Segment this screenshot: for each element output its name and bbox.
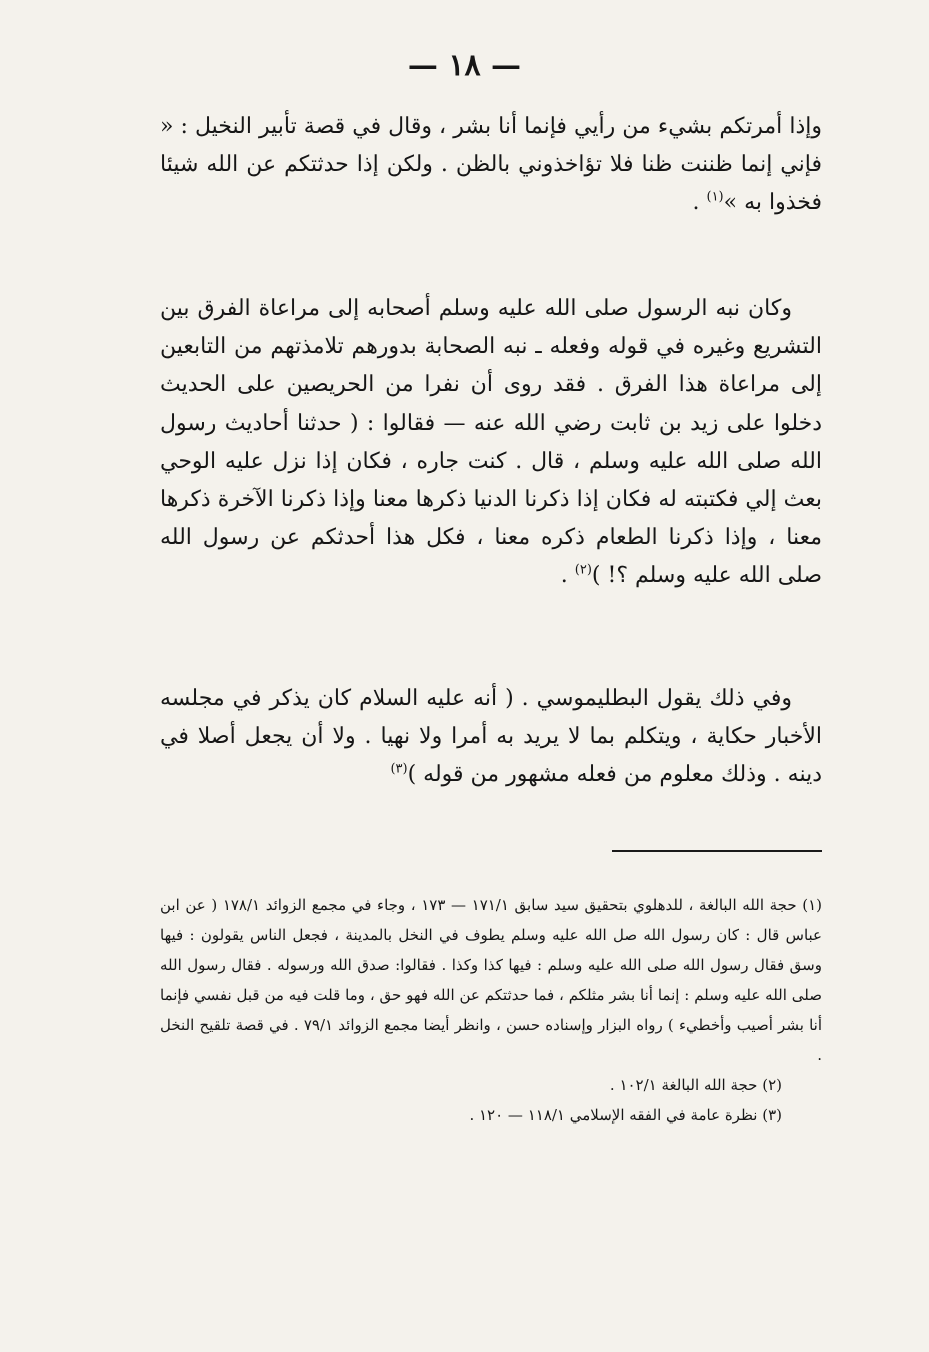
paragraph-1 <box>160 108 822 223</box>
paragraph-2 <box>160 290 822 596</box>
footnote-ref-1: (١) <box>706 190 724 206</box>
paragraph-1-tail: . <box>692 190 707 216</box>
paragraph-3 <box>160 680 822 795</box>
footnote-2: (٢) حجة الله البالغة ١٠٢/١ . <box>609 1076 782 1094</box>
footnote-1: (١) حجة الله البالغة ، للدهلوي بتحقيق سيد سابق ١٧١/١ — ١٧٣ ، وجاء في مجمع الزوائد ١٧٨/١ ( عن ابن عباس قال : كان رسول الله صل الله عليه وسلم يطوف في النخل بالمدينة ، فجعل الناس يقولون : فيها وسق فقال رسول الله صلى الله عليه وسلم : فيها كذا وكذا . فقالوا: صدق الله ورسوله . فقال رسول الله صلى الله عليه وسلم : إنما أنا بشر مثلكم ، فما حدثتكم عن الله فهو حق ، وما قلت فيه من قبل نفسي فإنما أنا بشر أصيب وأخطيء ) رواه البزار وإسناده حسن ، وانظر أيضا مجمع الزوائد ٧٩/١ . في قصة تلقيح النخل . <box>160 896 823 1064</box>
paragraph-1-text: وإذا أمرتكم بشيء من رأيي فإنما أنا بشر ، وقال في قصة تأبير النخيل : « فإني إنما ظننت ظنا فلا تؤاخذوني بالظن . ولكن إذا حدثتكم عن الله شيئا فخذوا به » <box>160 114 822 216</box>
footnote-3: (٣) نظرة عامة في الفقه الإسلامي ١١٨/١ — ١٢٠ . <box>469 1106 782 1124</box>
footnote-divider <box>612 850 822 852</box>
footnotes <box>160 890 822 1130</box>
paragraph-2-text: وكان نبه الرسول صلى الله عليه وسلم أصحابه إلى مراعاة الفرق بين التشريع وغيره في قوله وفعله ـ نبه الصحابة بدورهم تلامذتهم من التابعين إلى مراعاة هذا الفرق . فقد روى أن نفرا من الحريصين على الحديث دخلوا على زيد بن ثابت رضي الله عنه — فقالوا : ( حدثنا أحاديث رسول الله صلى الله عليه وسلم ، قال . كنت جاره ، فكان إذا نزل عليه الوحي بعث إلي فكتبته له فكان إذا ذكرنا الدنيا ذكرها معنا وإذا ذكرنا الآخرة ذكرها معنا ، وإذا ذكرنا الطعام ذكره معنا ، فكل هذا أحدثكم عن رسول الله صلى الله عليه وسلم ؟! ) <box>160 296 822 589</box>
page-number: — ١٨ — <box>407 48 522 83</box>
footnote-ref-2: (٢) <box>574 563 592 579</box>
paragraph-3-text: وفي ذلك يقول البطليموسي . ( أنه عليه السلام كان يذكر في مجلسه الأخبار حكاية ، ويتكلم بما لا يريد به أمرا ولا نهيا . ولا أن يجعل أصلا في دينه . وذلك معلوم من فعله مشهور من قوله ) <box>160 686 822 788</box>
paragraph-2-tail: . <box>560 563 575 589</box>
footnote-ref-3: (٣) <box>390 762 408 778</box>
